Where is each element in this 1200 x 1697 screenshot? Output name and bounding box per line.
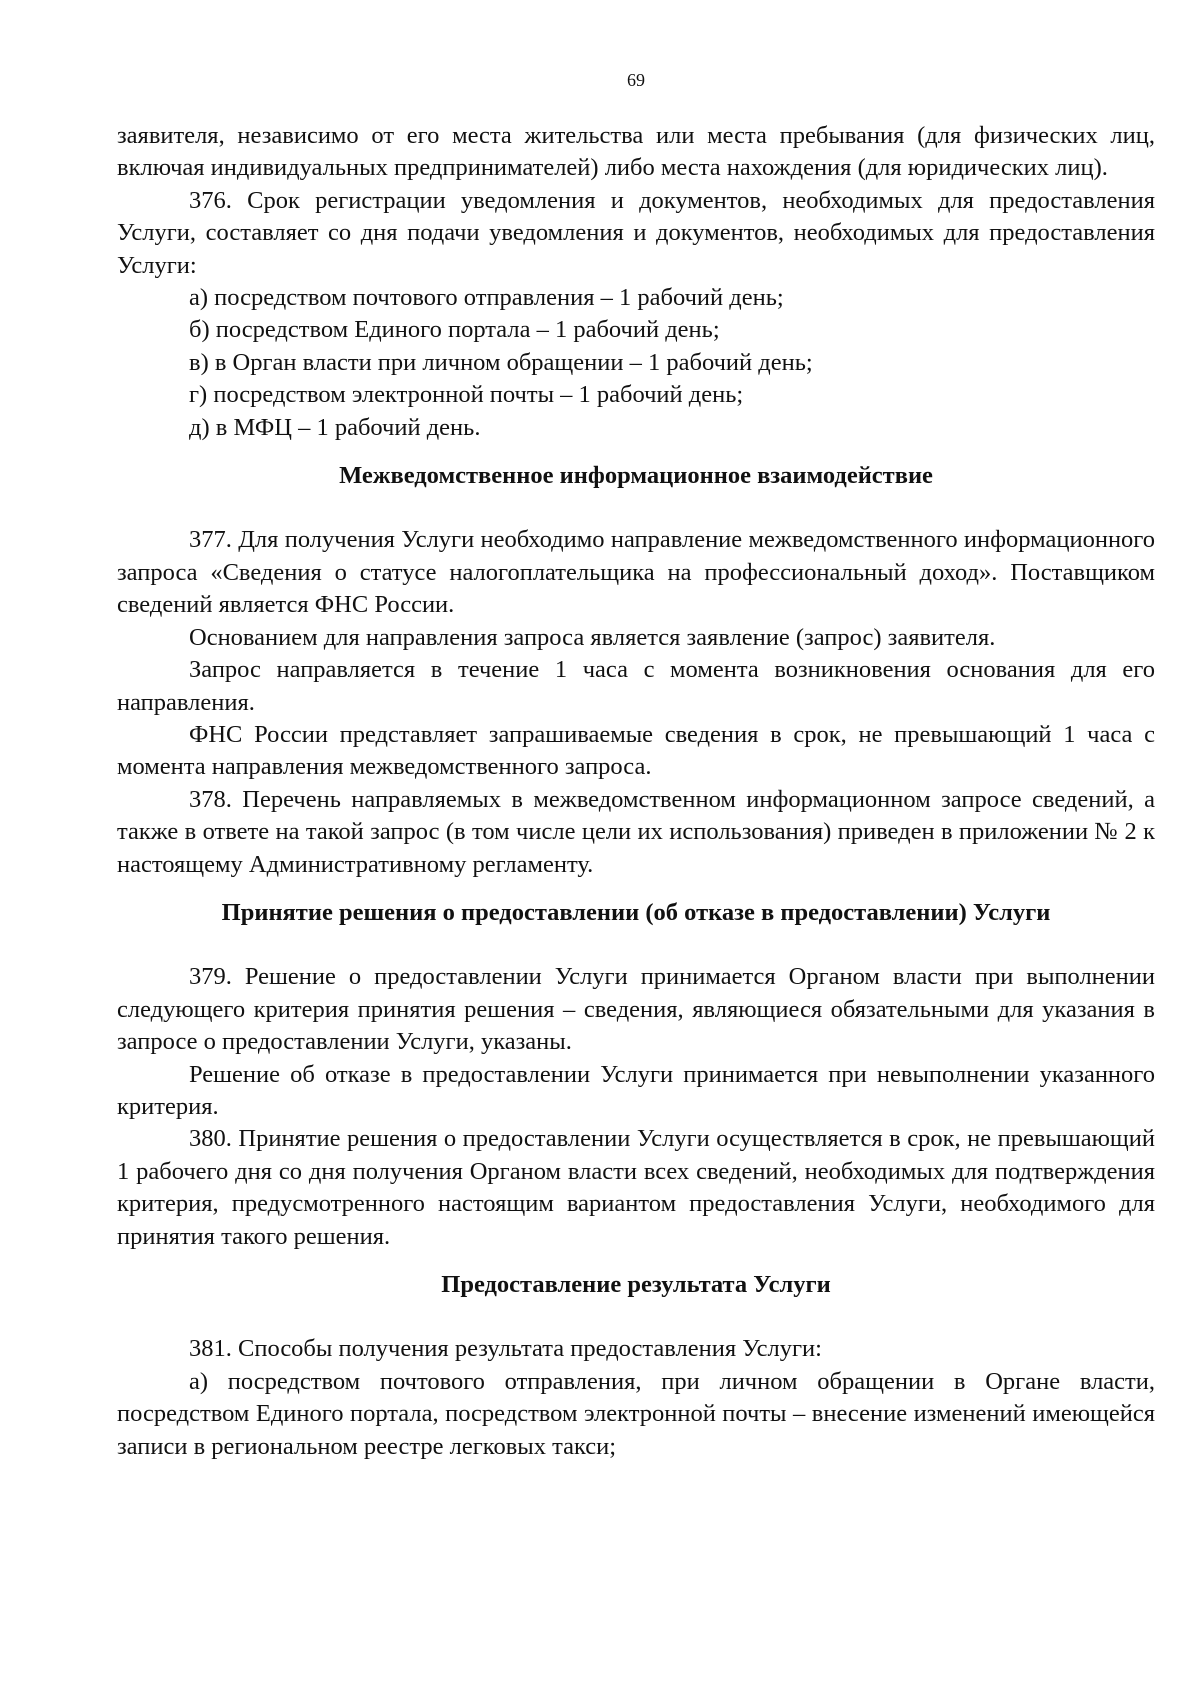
paragraph-continuation: заявителя, независимо от его места жительства или места пребывания (для физических лиц, включая индивидуальных предпринимателей) либо места нахождения (для юридических лиц). (117, 122, 1155, 182)
page-number: 69 (627, 70, 645, 90)
paragraph-377: 377. Для получения Услуги необходимо направление межведомственного информационного запроса «Сведения о статусе налогоплательщика на профессиональный доход». Поставщиком сведений является ФНС России. (117, 526, 1155, 619)
paragraph: Запрос направляется в течение 1 часа с момента возникновения основания для его направления. (117, 656, 1155, 716)
document-body (117, 120, 1155, 1463)
paragraph: а) посредством почтового отправления, при личном обращении в Органе власти, посредством Единого портала, посредством электронной почты – внесение изменений имеющейся записи в региональном реестре легковых такси; (117, 1367, 1155, 1460)
section-heading: Межведомственное информационное взаимодействие (339, 462, 933, 490)
list-item: г) посредством электронной почты – 1 рабочий день; (189, 381, 744, 409)
paragraph-381: 381. Способы получения результата предоставления Услуги: (189, 1335, 822, 1363)
list-item: б) посредством Единого портала – 1 рабочий день; (189, 316, 720, 344)
paragraph-379: 379. Решение о предоставлении Услуги принимается Органом власти при выполнении следующего критерия принятия решения – сведения, являющиеся обязательными для указания в запросе о предоставлении Услуги, указаны. (117, 963, 1155, 1056)
paragraph-380: 380. Принятие решения о предоставлении Услуги осуществляется в срок, не превышающий 1 рабочего дня со дня получения Органом власти всех сведений, необходимых для подтверждения критерия, предусмотренного настоящим вариантом предоставления Услуги, необходимого для принятия такого решения. (117, 1125, 1155, 1250)
paragraph-376: 376. Срок регистрации уведомления и документов, необходимых для предоставления Услуги, составляет со дня подачи уведомления и документов, необходимых для предоставления Услуги: (117, 186, 1155, 279)
section-heading: Принятие решения о предоставлении (об отказе в предоставлении) Услуги (221, 898, 1051, 926)
list-item: а) посредством почтового отправления – 1 рабочий день; (189, 284, 784, 312)
list-item: в) в Орган власти при личном обращении – 1 рабочий день; (189, 348, 813, 376)
paragraph-378: 378. Перечень направляемых в межведомственном информационном запросе сведений, а также в ответе на такой запрос (в том числе цели их использования) приведен в приложении № 2 к настоящему Административному регламенту. (117, 785, 1155, 878)
paragraph: ФНС России представляет запрашиваемые сведения в срок, не превышающий 1 часа с момента направления межведомственного запроса. (117, 720, 1155, 781)
paragraph: Основанием для направления запроса является заявление (запрос) заявителя. (189, 623, 996, 651)
list-item: д) в МФЦ – 1 рабочий день. (189, 413, 481, 441)
paragraph: Решение об отказе в предоставлении Услуги принимается при невыполнении указанного критерия. (117, 1060, 1155, 1120)
section-heading: Предоставление результата Услуги (441, 1271, 831, 1298)
